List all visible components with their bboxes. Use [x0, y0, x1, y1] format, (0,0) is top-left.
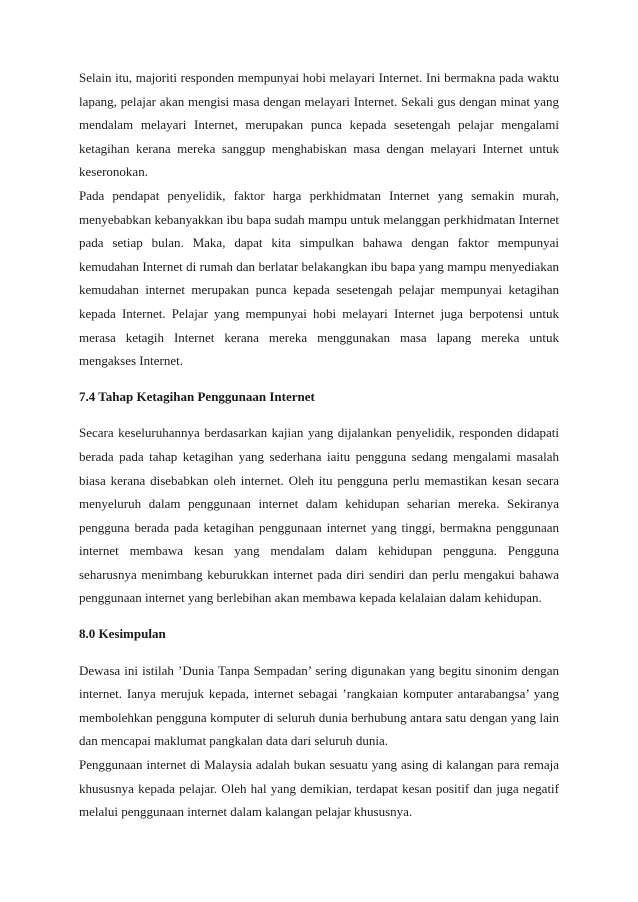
- body-paragraph: Selain itu, majoriti responden mempunyai hobi melayari Internet. Ini bermakna pada waktu lapang, pelajar akan mengisi masa dengan melayari Internet. Sekali gus dengan minat yang mendalam melayari Internet, merupakan punca kepada sesetengah pelajar mengalami ketagihan kerana mereka sanggup menghabiskan masa dengan melayari Internet untuk keseronokan.: [79, 70, 559, 180]
- section-heading: 8.0 Kesimpulan: [79, 626, 166, 642]
- body-paragraph: Dewasa ini istilah ’Dunia Tanpa Sempadan’ sering digunakan yang begitu sinonim dengan internet. Ianya merujuk kepada, internet sebagai ’rangkaian komputer antarabangsa’ yang membolehkan pengguna komputer di seluruh dunia berhubung antara satu dengan yang lain dan mencapai maklumat pangkalan data dari seluruh dunia.: [79, 662, 559, 749]
- body-paragraph: Penggunaan internet di Malaysia adalah bukan sesuatu yang asing di kalangan para remaja khususnya kepada pelajar. Oleh hal yang demikian, terdapat kesan positif dan juga negatif melalui penggunaan internet dalam kalangan pelajar khususnya.: [79, 757, 559, 820]
- body-paragraph: Secara keseluruhannya berdasarkan kajian yang dijalankan penyelidik, responden didapati berada pada tahap ketagihan yang sederhana iaitu pengguna sedang mengalami masalah biasa kerana disebabkan oleh internet. Oleh itu pengguna perlu memastikan kesan secara menyeluruh dalam penggunaan internet dalam kehidupan seharian mereka. Sekiranya pengguna berada pada ketagihan penggunaan internet yang tinggi, bermakna penggunaan internet membawa kesan yang mendalam dalam kehidupan pengguna. Pengguna seharusnya menimbang keburukkan internet pada diri sendiri dan perlu mengakui bahawa penggunaan internet yang berlebihan akan membawa kepada kelalaian dalam kehidupan.: [79, 425, 559, 606]
- section-heading: 7.4 Tahap Ketagihan Penggunaan Internet: [79, 388, 315, 404]
- document-page: [79, 66, 559, 824]
- body-paragraph: Pada pendapat penyelidik, faktor harga perkhidmatan Internet yang semakin murah, menyebabkan kebanyakkan ibu bapa sudah mampu untuk melanggan perkhidmatan Internet pada setiap bulan. Maka, dapat kita simpulkan bahawa dengan faktor mempunyai kemudahan Internet di rumah dan berlatar belakangkan ibu bapa yang mampu menyediakan kemudahan internet merupakan punca kepada sesetengah pelajar mempunyai ketagihan kepada Internet. Pelajar yang mempunyai hobi melayari Internet juga berpotensi untuk merasa ketagih Internet kerana mereka menggunakan masa lapang mereka untuk mengakses Internet.: [79, 187, 559, 369]
